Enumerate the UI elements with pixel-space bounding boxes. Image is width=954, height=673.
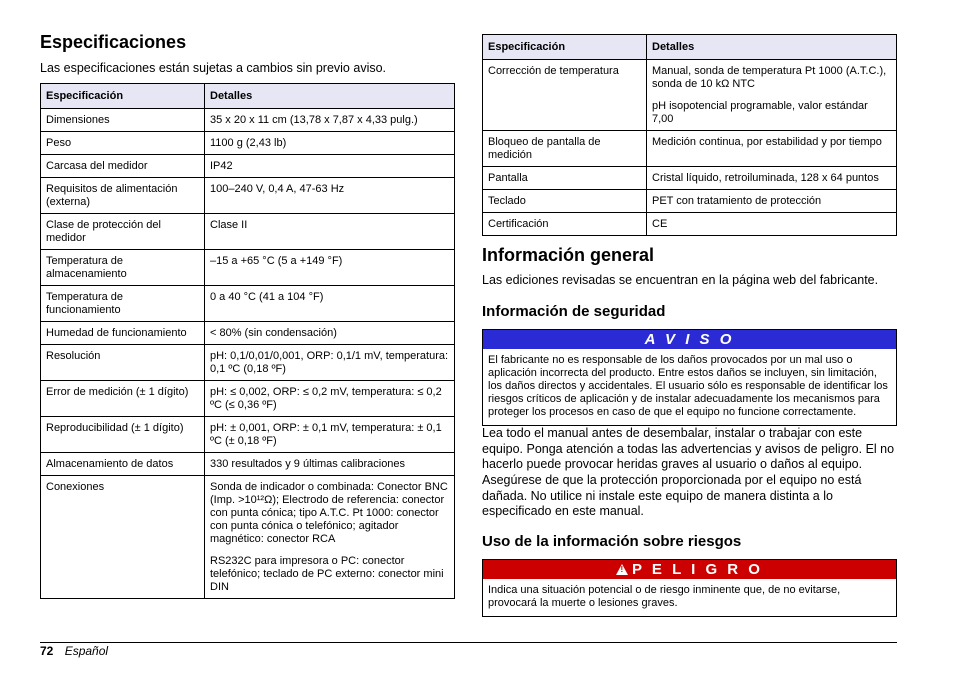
section-title-especificaciones: Especificaciones [40,32,187,52]
safety-paragraph-2: Asegúrese de que la protección proporcionada por el equipo no está dañada. No utilice ni instale este equipo de manera distinta a lo especificado en este manual. [482,473,862,518]
table-header-spec: Especificación [41,84,205,109]
spec-name-cell: Peso [41,132,205,155]
spec-name-cell: Corrección de temperatura [483,60,647,131]
spec-detail-text: pH: ≤ 0,002, ORP: ≤ 0,2 mV, temperatura: ≤ 0,2 ºC (≤ 0,36 ºF) [210,386,442,411]
spec-name-cell: Temperatura de almacenamiento [41,250,205,286]
spec-name-cell: Humedad de funcionamiento [41,322,205,345]
spec-details-cell [647,213,897,236]
spec-name-cell: Requisitos de alimentación (externa) [41,178,205,214]
aviso-label: A V I S O [483,330,896,349]
spec-detail-text: CE [652,218,668,230]
peligro-box [482,559,897,617]
spec-detail-text: pH: 0,1/0,01/0,001, ORP: 0,1/1 mV, temperatura: 0,1 ºC (0,18 ºF) [210,350,449,375]
safety-paragraph-1: Lea todo el manual antes de desembalar, instalar o trabajar con este equipo. Ponga atención a todas las advertencias y avisos de peligro. El no hacerlo puede provocar heridas graves al usuario o daños al equipo. [482,426,895,471]
aviso-box [482,329,897,426]
footer-divider [40,642,897,643]
table-row [483,190,897,213]
peligro-label: P E L I G R O [632,561,763,578]
spec-details-cell [647,190,897,213]
spec-detail-text: 0 a 40 °C (41 a 104 °F) [210,291,324,303]
specs-table-left [40,83,455,599]
table-row [41,453,455,476]
table-header-row [41,84,455,109]
spec-details-cell [205,109,455,132]
specs-intro: Las especificaciones están sujetas a cambios sin previo aviso. [40,61,387,75]
table-header-spec: Especificación [483,35,647,60]
spec-detail-text: Medición continua, por estabilidad y por tiempo [652,136,882,148]
table-row [41,155,455,178]
spec-name-cell: Clase de protección del medidor [41,214,205,250]
spec-details-cell [647,131,897,167]
spec-name-cell: Conexiones [41,476,205,599]
spec-detail-text: pH: ± 0,001, ORP: ± 0,1 mV, temperatura: ± 0,1 ºC (± 0,18 ºF) [210,422,442,447]
section-title-general: Información general [482,245,655,265]
table-row [483,131,897,167]
spec-name-cell: Pantalla [483,167,647,190]
table-header-details: Detalles [205,84,455,109]
spec-name-cell: Resolución [41,345,205,381]
spec-detail-text: 1100 g (2,43 lb) [210,137,287,149]
spec-name-cell: Certificación [483,213,647,236]
spec-details-cell [647,167,897,190]
page-footer [40,644,108,658]
spec-detail-text: 330 resultados y 9 últimas calibraciones [210,458,406,470]
spec-detail-text: 35 x 20 x 11 cm (13,78 x 7,87 x 4,33 pulg.) [210,114,418,126]
table-row [41,417,455,453]
section-title-safety: Información de seguridad [482,303,666,320]
general-text: Las ediciones revisadas se encuentran en la página web del fabricante. [482,273,879,287]
spec-details-cell [205,155,455,178]
spec-details-cell [647,60,897,131]
spec-detail-text: PET con tratamiento de protección [652,195,822,207]
spec-details-cell [205,381,455,417]
table-row [483,167,897,190]
spec-detail-text: Manual, sonda de temperatura Pt 1000 (A.T.C.), sonda de 10 kΩ NTC [652,65,887,90]
spec-details-cell [205,250,455,286]
spec-name-cell: Bloqueo de pantalla de medición [483,131,647,167]
spec-detail-text: pH isopotencial programable, valor estándar 7,00 [652,100,868,125]
table-row [41,322,455,345]
spec-details-cell [205,178,455,214]
specs-table-right [482,34,897,236]
spec-name-cell: Temperatura de funcionamiento [41,286,205,322]
warning-triangle-icon: ! [616,564,628,575]
spec-name-cell: Carcasa del medidor [41,155,205,178]
peligro-header [483,560,896,579]
spec-detail-text: IP42 [210,160,233,172]
table-row [41,250,455,286]
table-row [41,214,455,250]
table-row [41,286,455,322]
table-header-row [483,35,897,60]
table-row [41,178,455,214]
spec-details-cell [205,476,455,599]
spec-details-cell [205,132,455,155]
table-row [41,476,455,599]
spec-detail-text: 100–240 V, 0,4 A, 47-63 Hz [210,183,345,195]
section-title-risk-info: Uso de la información sobre riesgos [482,533,742,550]
table-row [483,60,897,131]
spec-detail-text: Cristal líquido, retroiluminada, 128 x 64 puntos [652,172,879,184]
spec-details-cell [205,453,455,476]
table-row [41,381,455,417]
aviso-text: El fabricante no es responsable de los daños provocados por un mal uso o aplicación incorrecta del producto. Entre estos daños se incluyen, sin limitación, los daños directos y accidentales. El usuario sólo es responsable de identificar los riesgos críticos de aplicación y de instalar adecuadamente los mecanismos para proteger los procesos en caso de que el equipo no funcione correctamente. [488,354,888,418]
spec-details-cell [205,417,455,453]
spec-details-cell [205,214,455,250]
table-row [483,213,897,236]
footer-language: Español [64,644,109,658]
spec-details-cell [205,345,455,381]
spec-details-cell [205,286,455,322]
spec-details-cell [205,322,455,345]
table-row [41,109,455,132]
table-row [41,345,455,381]
spec-name-cell: Almacenamiento de datos [41,453,205,476]
table-header-details: Detalles [647,35,897,60]
peligro-text: Indica una situación potencial o de riesgo inminente que, de no evitarse, provocará la muerte o lesiones graves. [488,584,841,609]
spec-detail-text: Sonda de indicador o combinada: Conector BNC (Imp. >10¹²Ω); Electrodo de referencia: conector con punta cónica; tipo A.T.C. Pt 1000: conector con punta cónica o telefónico; agitador magnético: conector RCA [210,481,448,545]
spec-detail-text: –15 a +65 °C (5 a +149 °F) [210,255,343,267]
spec-name-cell: Teclado [483,190,647,213]
spec-name-cell: Error de medición (± 1 dígito) [41,381,205,417]
page-number: 72 [40,644,54,658]
spec-name-cell: Reproducibilidad (± 1 dígito) [41,417,205,453]
spec-name-cell: Dimensiones [41,109,205,132]
spec-detail-text: Clase II [210,219,248,231]
table-row [41,132,455,155]
spec-detail-text: RS232C para impresora o PC: conector telefónico; teclado de PC externo: conector mini DIN [210,555,444,593]
spec-detail-text: < 80% (sin condensación) [210,327,337,339]
